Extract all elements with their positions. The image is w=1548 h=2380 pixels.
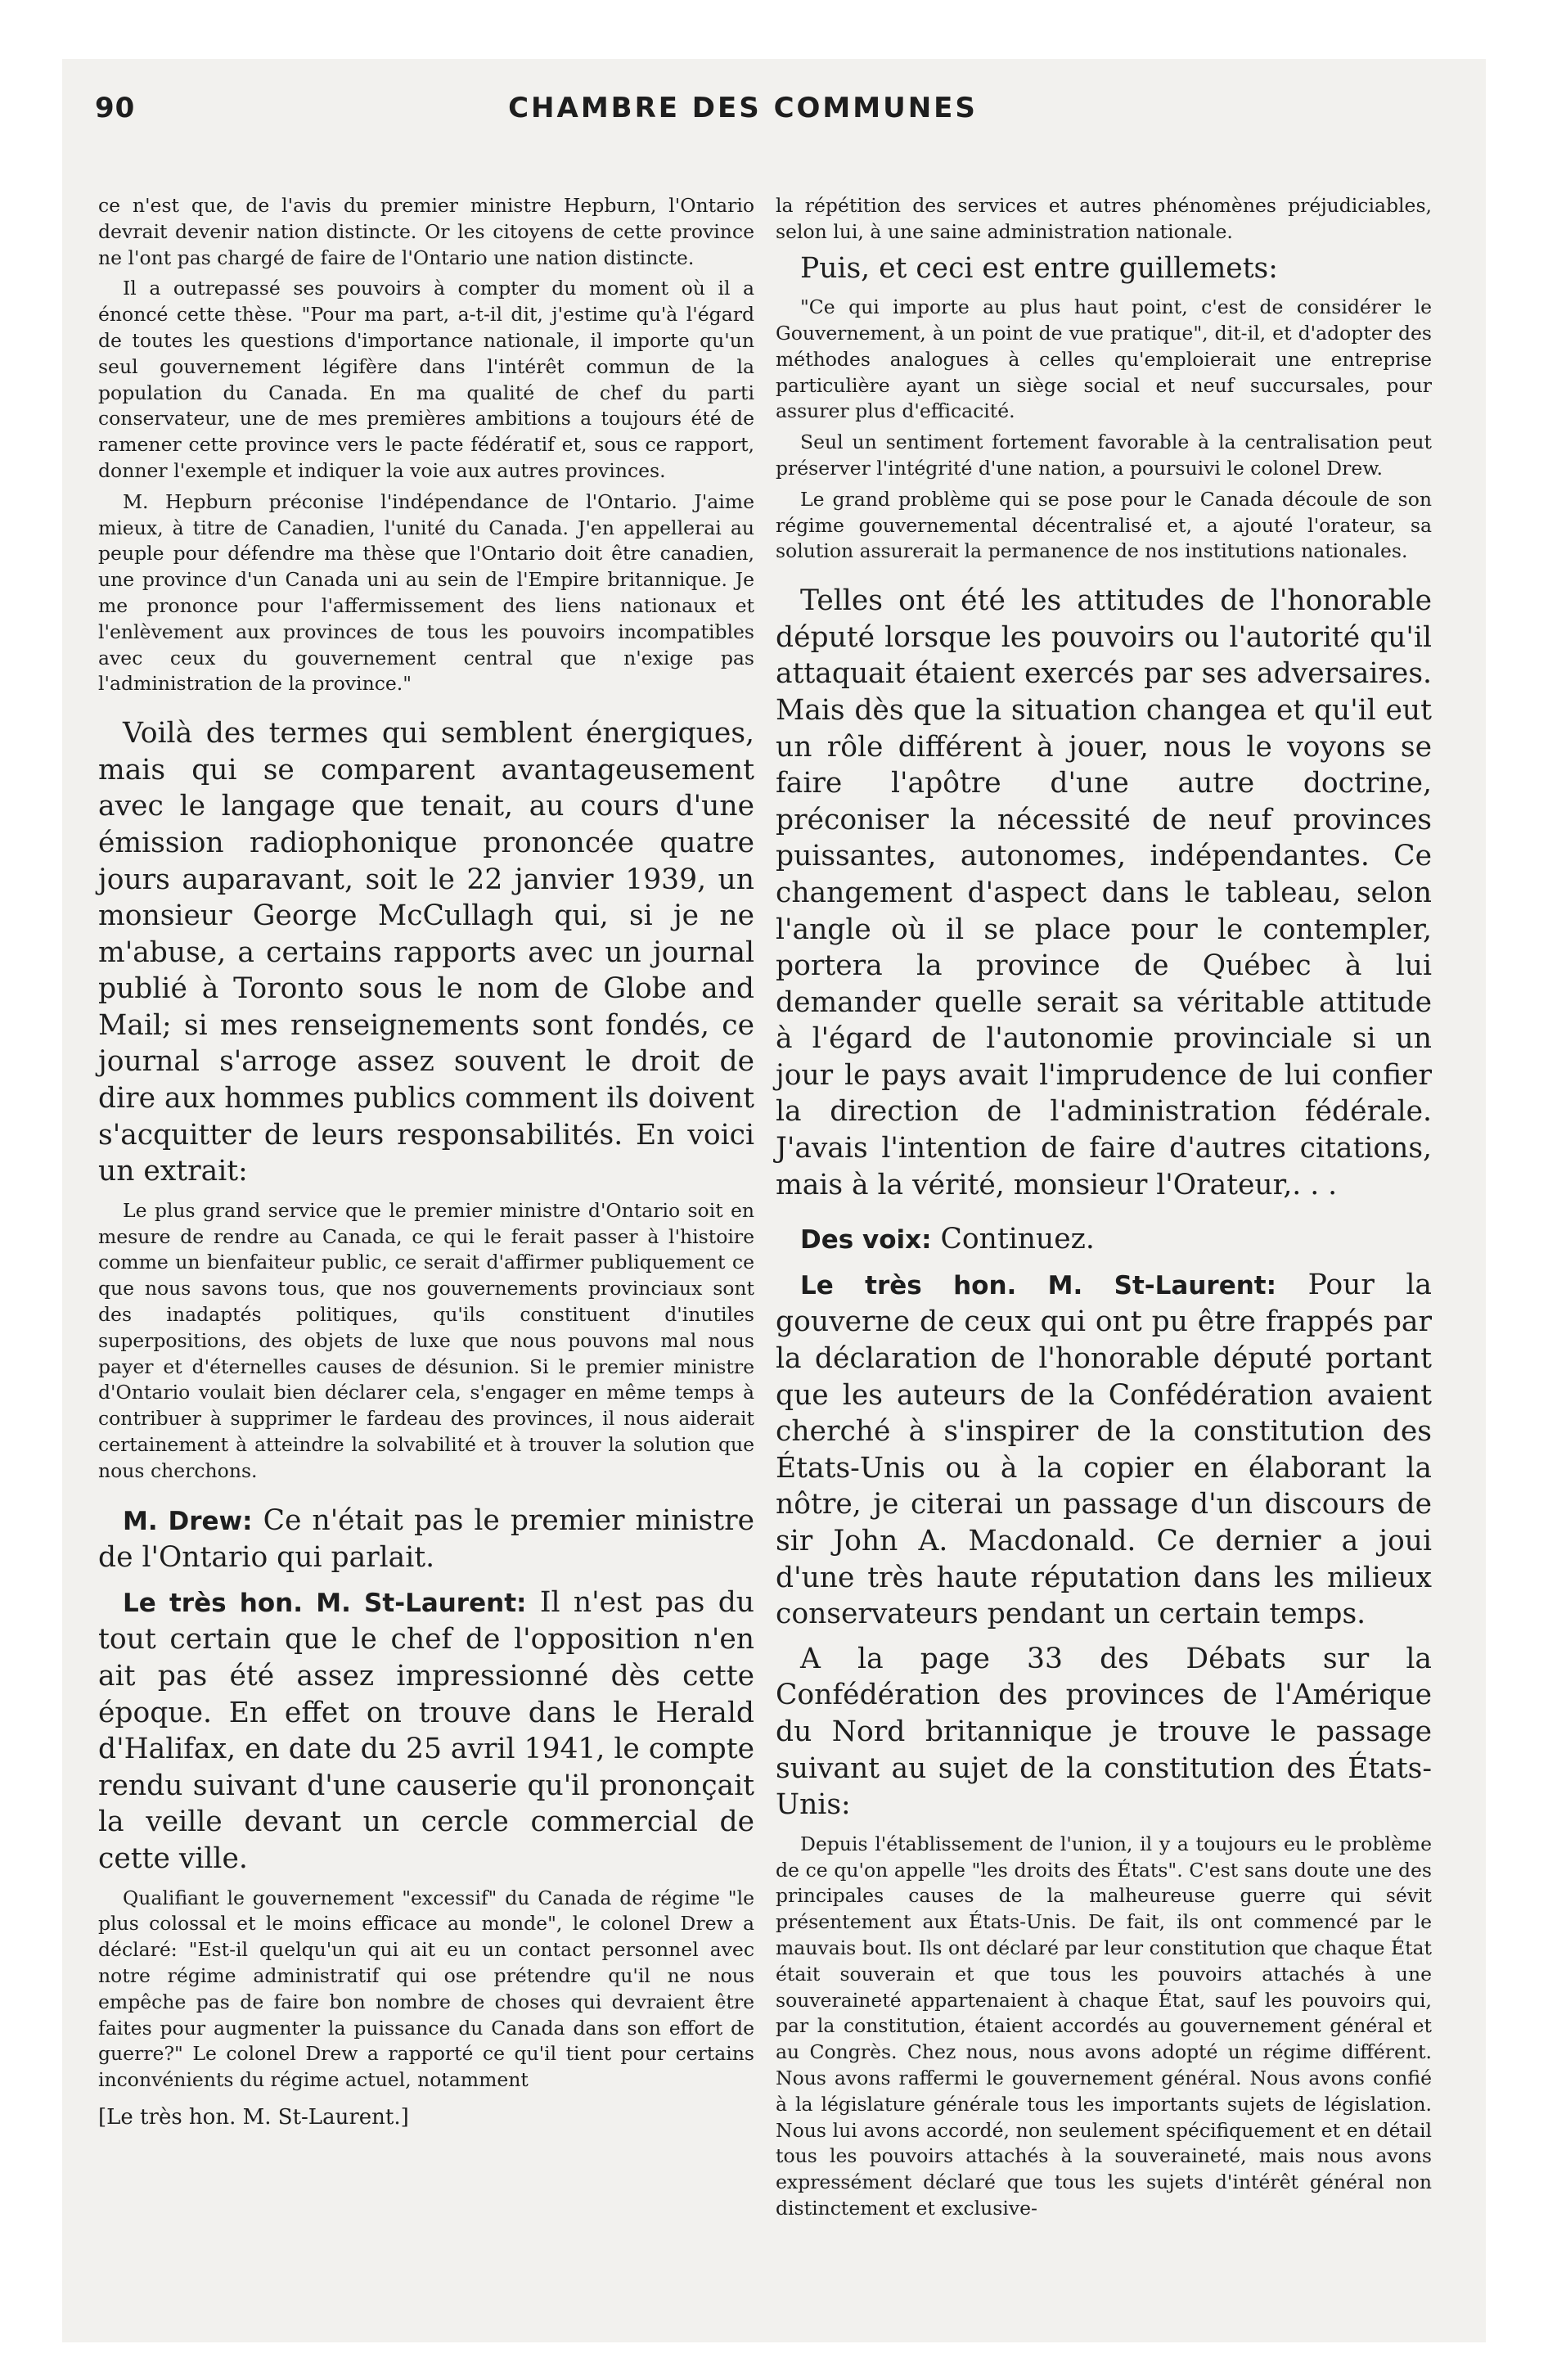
body-paragraph: Puis, et ceci est entre guillemets: bbox=[800, 251, 1278, 285]
quote-text: la répétition des services et autres phénomènes préjudiciables, selon lui, à une saine administration nationale. bbox=[776, 194, 1432, 243]
speech-text: Ce n'était pas le premier ministre de l'Ontario qui parlait. bbox=[98, 1503, 755, 1575]
speech-paragraph bbox=[776, 1221, 1432, 1259]
right-column bbox=[776, 193, 1432, 2227]
quote-text: "Ce qui importe au plus haut point, c'est de considérer le Gouvernement, à un point de vue pratique", dit-il, et d'adopter des méthodes analogues à celles qu'emploierait une entreprise particulière ayant un siège social et neuf succursales, pour assurer plus d'efficacité. bbox=[776, 295, 1432, 423]
quote-text: Depuis l'établissement de l'union, il y a toujours eu le problème de ce qu'on appelle "les droits des États". C'est sans doute une des principales causes de la malheureuse guerre qui sévit présentement aux États-Unis. De fait, ils ont commencé par le mauvais bout. Ils ont déclaré par leur constitution que chaque État était souverain et que tous les pouvoirs attachés à une souveraineté appartenaient à chaque État, sauf les pouvoirs qui, par la constitution, étaient accordés au gouvernement général et au Congrès. Chez nous, nous avons adopté un régime différent. Nous avons raffermi le gouvernement général. Nous avons confié à la législature générale tous les importants sujets de législation. Nous lui avons accordé, non seulement spécifiquement et en détail tous les pouvoirs attachés à la souveraineté, mais nous avons expressément déclaré que tous les sujets d'intérêt général non distinctement et exclusive- bbox=[776, 1832, 1432, 2220]
speech-paragraph bbox=[98, 1503, 754, 1576]
speaker-label: Le très hon. M. St-Laurent: bbox=[123, 1588, 527, 1618]
speech-text: Il n'est pas du tout certain que le chef de l'opposition n'en ait pas été assez impressionné dès cette époque. En effet on trouve dans le Herald d'Halifax, en date du 25 avril 1941, le compte rendu suivant d'une causerie qu'il prononçait la veille devant un cercle commercial de cette ville. bbox=[98, 1585, 754, 1875]
running-title: CHAMBRE DES COMMUNES bbox=[508, 92, 978, 124]
body-paragraph: Voilà des termes qui semblent énergiques, mais qui se comparent avantageusement avec le langage que tenait, au cours d'une émission radiophonique prononcée quatre jours auparavant, soit le 22 janvier 1939, un monsieur George McCullagh qui, si je ne m'abuse, a certains rapports avec un journal publié à Toronto sous le nom de Globe and Mail; si mes renseignements sont fondés, ce journal s'arroge assez souvent le droit de dire aux hommes publics comment ils doivent s'acquitter de leurs responsabilités. En voici un extrait: bbox=[98, 717, 754, 1188]
speech-text: Pour la gouverne de ceux qui ont pu être frappés par la déclaration de l'honorable député portant que les auteurs de la Confédération avaient cherché à s'inspirer de la constitution des États-Unis ou à la copier en élaborant la nôtre, je citerai un passage d'un discours de sir John A. Macdonald. Ce dernier a joui d'une très haute réputation dans les milieux conservateurs pendant un certain temps. bbox=[776, 1268, 1432, 1631]
speaker-direction: [Le très hon. M. St-Laurent.] bbox=[98, 2104, 409, 2130]
body-paragraph: A la page 33 des Débats sur la Confédération des provinces de l'Amérique du Nord britannique je trouve le passage suivant au sujet de la constitution des États-Unis: bbox=[776, 1642, 1432, 1822]
page-header bbox=[72, 75, 1414, 134]
quote-text: Le grand problème qui se pose pour le Canada découle de son régime gouvernemental décentralisé et, a ajouté l'orateur, sa solution assurerait la permanence de nos institutions nationales. bbox=[776, 487, 1432, 563]
speech-paragraph bbox=[98, 1584, 754, 1877]
speaker-label: Le très hon. M. St-Laurent: bbox=[800, 1270, 1277, 1300]
quote-text: Il a outrepassé ses pouvoirs à compter du moment où il a énoncé cette thèse. "Pour ma part, a-t-il dit, j'estime qu'à l'égard de toutes les questions d'importance nationale, il importe qu'un seul gouvernement légifère dans l'intérêt commun de la population du Canada. En ma qualité de chef du parti conservateur, une de mes premières ambitions a toujours été de ramener cette province vers le pacte fédératif et, sous ce rapport, donner l'exemple et indiquer la voie aux autres provinces. bbox=[98, 277, 754, 482]
speaker-label: Des voix: bbox=[800, 1225, 932, 1255]
quote-text: Seul un sentiment fortement favorable à la centralisation peut préserver l'intégrité d'une nation, a poursuivi le colonel Drew. bbox=[776, 430, 1432, 480]
speech-paragraph bbox=[776, 1267, 1432, 1633]
quote-text: ce n'est que, de l'avis du premier ministre Hepburn, l'Ontario devrait devenir nation distincte. Or les citoyens de cette province ne l'ont pas chargé de faire de l'Ontario une nation distincte. bbox=[98, 194, 754, 269]
quote-text: Qualifiant le gouvernement "excessif" du Canada de régime "le plus colossal et le moins efficace au monde", le colonel Drew a déclaré: "Est-il quelqu'un qui ait eu un contact personnel avec notre régime administratif qui ose prétendre qu'il ne nous empêche pas de faire bon nombre de choses qui devraient être faites pour augmenter la puissance du Canada dans son effort de guerre?" Le colonel Drew a rapporté ce qu'il tient pour certains inconvénients du régime actuel, notamment bbox=[98, 1886, 754, 2092]
quote-text: Le plus grand service que le premier ministre d'Ontario soit en mesure de rendre au Canada, ce qui le ferait passer à l'histoire comme un bienfaiteur public, ce serait d'affirmer publiquement ce que nous savons tous, que nos gouvernements provinciaux sont des inadaptés politiques, qu'ils constituent d'inutiles superpositions, des objets de luxe que nous pouvons mal nous payer et d'éternelles causes de désunion. Si le premier ministre d'Ontario voulait bien déclarer cela, s'engager en même temps à contribuer à supprimer le fardeau des provinces, il nous aiderait certainement à atteindre la solvabilité et à trouver la solution que nous cherchons. bbox=[98, 1198, 754, 1482]
page-number: 90 bbox=[95, 92, 136, 124]
left-column bbox=[98, 193, 754, 2131]
speaker-label: M. Drew: bbox=[123, 1506, 253, 1536]
body-paragraph: Telles ont été les attitudes de l'honorable député lorsque les pouvoirs ou l'autorité qu'il attaquait étaient exercés par ses adversaires. Mais dès que la situation changea et qu'il eut un rôle différent à jouer, nous le voyons se faire l'apôtre d'une autre doctrine, préconiser la nécessité de neuf provinces puissantes, autonomes, indépendantes. Ce changement d'aspect dans le tableau, selon l'angle où il se place pour le contempler, portera la province de Québec à lui demander quelle serait sa véritable attitude à l'égard de l'autonomie provinciale si un jour le pays avait l'imprudence de lui confier la direction de l'administration fédérale. J'avais l'intention de faire d'autres citations, mais à la vérité, monsieur l'Orateur,. . . bbox=[776, 584, 1432, 1201]
speech-text: Continuez. bbox=[940, 1223, 1095, 1256]
quote-text: M. Hepburn préconise l'indépendance de l'Ontario. J'aime mieux, à titre de Canadien, l'unité du Canada. J'en appellerai au peuple pour défendre ma thèse que l'Ontario doit être canadien, une province d'un Canada uni au sein de l'Empire britannique. Je me prononce pour l'affermissement des liens nationaux et l'enlèvement aux provinces de tous les pouvoirs incompatibles avec ceux du gouvernement central que n'exige pas l'administration de la province." bbox=[98, 489, 754, 696]
